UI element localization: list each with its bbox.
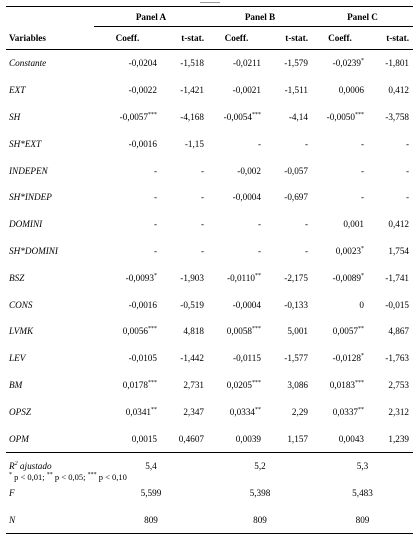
coeff-cell: [94, 157, 161, 184]
cell-value: 0,0043: [338, 433, 364, 444]
cell-value: -4,168: [180, 111, 204, 122]
table-row: [6, 372, 413, 399]
coeff-cell: [312, 238, 368, 265]
cell-value: -: [405, 192, 410, 203]
cell-value: 0,0039: [235, 433, 261, 444]
cell-value: 4,867: [388, 326, 410, 337]
cell-value: -1,763: [385, 353, 410, 364]
panel-a-header: Panel A: [94, 7, 208, 27]
cell-value: 0,412: [388, 85, 410, 96]
significance-marker: **: [358, 406, 364, 413]
cell-value: 0,0341: [125, 406, 151, 417]
coeff-cell: [208, 318, 265, 345]
variable-name: LEV: [9, 353, 26, 364]
stat-label-prefix: R: [9, 461, 15, 472]
tstat-cell: [265, 104, 312, 131]
cell-value: -0,0093: [125, 272, 154, 283]
panel-b-header: Panel B: [208, 7, 312, 27]
coeff-cell: [94, 211, 161, 238]
tstat-cell: [161, 50, 208, 77]
coeff-cell: [208, 398, 265, 425]
significance-marker: **: [255, 272, 261, 279]
column-header-row: [6, 27, 413, 50]
cell-value: -0,0057: [119, 111, 148, 122]
tstat-cell: [265, 291, 312, 318]
cell-value: -0,057: [284, 165, 308, 176]
tstat-cell: [368, 398, 413, 425]
tstat-cell: [161, 77, 208, 104]
cell-value: 3,086: [287, 379, 308, 390]
tstat-cell: [368, 238, 413, 265]
panel-c-header: Panel C: [312, 7, 413, 27]
regression-results-table: [6, 6, 413, 534]
cell-value: 0,0205: [226, 379, 252, 390]
tstat-cell: [265, 345, 312, 372]
coeff-cell: [208, 345, 265, 372]
coeff-cell: [312, 184, 368, 211]
tstat-cell: [265, 318, 312, 345]
variable-name: OPM: [9, 433, 29, 444]
coeff-cell: [208, 238, 265, 265]
variable-name: SH*DOMINI: [9, 245, 58, 256]
tstat-cell: [161, 264, 208, 291]
tstat-cell: [368, 77, 413, 104]
significance-marker: **: [151, 406, 157, 413]
cell-value: -: [360, 138, 364, 149]
coeff-cell: [94, 50, 161, 77]
tstat-cell: [161, 104, 208, 131]
cell-value: -1,801: [385, 58, 410, 69]
table-stats: [6, 452, 413, 533]
cell-value: -0,0054: [223, 111, 252, 122]
cell-value: -1,518: [180, 58, 204, 69]
cell-value: -: [153, 165, 157, 176]
coeff-cell: [94, 398, 161, 425]
coeff-cell: [94, 425, 161, 452]
footnote-sig-1: *: [9, 472, 12, 479]
cell-value: -: [304, 219, 308, 230]
table-row: [6, 184, 413, 211]
tstat-cell: [265, 264, 312, 291]
cell-value: -0,0204: [128, 58, 157, 69]
cell-value: 0,0337: [332, 406, 358, 417]
stat-value-c: 809: [312, 507, 413, 534]
cell-value: -1,903: [180, 272, 204, 283]
variables-header: Variables: [6, 27, 94, 50]
table-row: [6, 104, 413, 131]
significance-marker: *: [361, 58, 364, 65]
cell-value: 0,0015: [131, 433, 157, 444]
stat-value-b: 809: [208, 507, 312, 534]
coeff-cell: [94, 130, 161, 157]
cropped-caption-fragment: [0, 0, 419, 5]
table-row: [6, 264, 413, 291]
variable-name: SH*INDEP: [9, 192, 52, 203]
cell-value: -0,0110: [227, 272, 255, 283]
coeff-cell: [312, 345, 368, 372]
cell-value: 0,0023: [335, 245, 361, 256]
coeff-cell: [208, 372, 265, 399]
variable-name: CONS: [9, 299, 33, 310]
tstat-cell: [368, 291, 413, 318]
stat-value-c: 5,3: [312, 452, 413, 479]
coeff-header-a: Coeff.: [94, 27, 161, 50]
tstat-cell: [265, 425, 312, 452]
variable-name: SH: [9, 111, 21, 122]
table-row: [6, 425, 413, 452]
cell-value: -: [153, 245, 157, 256]
tstat-cell: [161, 211, 208, 238]
cell-value: -0,697: [284, 192, 308, 203]
stat-value-a: 5,599: [140, 488, 162, 499]
tstat-cell: [161, 157, 208, 184]
tstat-cell: [265, 211, 312, 238]
coeff-cell: [312, 398, 368, 425]
footnote: [9, 472, 127, 482]
tstat-cell: [161, 238, 208, 265]
cell-value: -1,577: [284, 353, 308, 364]
stat-label-text: F: [9, 488, 15, 499]
tstat-cell: [265, 184, 312, 211]
coeff-cell: [94, 238, 161, 265]
tstat-cell: [161, 372, 208, 399]
footnote-sig-3: ***: [87, 472, 97, 479]
variable-name: BSZ: [9, 272, 25, 283]
cell-value: -4,14: [288, 111, 308, 122]
significance-marker: ***: [252, 326, 261, 333]
tstat-cell: [368, 345, 413, 372]
coeff-cell: [312, 264, 368, 291]
empty-header-cell: [6, 7, 94, 27]
table-row: [6, 130, 413, 157]
variable-name: SH*EXT: [9, 138, 42, 149]
tstat-header-a: t-stat.: [161, 27, 208, 50]
coeff-cell: [312, 372, 368, 399]
cell-value: -: [200, 192, 204, 203]
tstat-cell: [368, 318, 413, 345]
cell-value: -: [153, 219, 157, 230]
cell-value: -1,579: [284, 58, 308, 69]
tstat-cell: [368, 130, 413, 157]
tstat-cell: [368, 425, 413, 452]
table-row: [6, 318, 413, 345]
coeff-cell: [94, 372, 161, 399]
footnote-text-1: p < 0,01;: [12, 472, 47, 482]
cell-value: -2,175: [284, 272, 308, 283]
cell-value: 2,29: [291, 406, 308, 417]
cell-value: -: [405, 165, 410, 176]
tstat-cell: [265, 130, 312, 157]
stat-label-superscript: 2: [14, 461, 18, 468]
significance-marker: ***: [148, 326, 157, 333]
cell-value: 0,0058: [226, 326, 252, 337]
significance-marker: *: [361, 272, 364, 279]
tstat-cell: [265, 157, 312, 184]
stat-value-a: 5,4: [94, 452, 208, 479]
significance-marker: ***: [252, 111, 261, 118]
tstat-cell: [161, 398, 208, 425]
cell-value: 0,0006: [338, 85, 364, 96]
cell-value: -: [257, 245, 261, 256]
cell-value: -3,758: [385, 111, 410, 122]
tstat-cell: [368, 50, 413, 77]
cell-value: -0,0016: [128, 299, 157, 310]
cell-value: -1,15: [184, 138, 204, 149]
coeff-cell: [94, 264, 161, 291]
variable-name: INDEPEN: [9, 165, 48, 176]
cell-value: 1,239: [388, 433, 410, 444]
coeff-cell: [312, 130, 368, 157]
cell-value: -: [257, 219, 261, 230]
cell-value: -: [360, 165, 364, 176]
tstat-cell: [265, 77, 312, 104]
table-row: [6, 211, 413, 238]
cell-value: -: [200, 219, 204, 230]
stat-value-a: 809: [94, 507, 208, 534]
stat-value-b: 5,398: [249, 488, 271, 499]
coeff-cell: [94, 318, 161, 345]
coeff-cell: [312, 318, 368, 345]
cell-value: -0,519: [180, 299, 204, 310]
cell-value: 0,4607: [178, 433, 204, 444]
coeff-cell: [312, 157, 368, 184]
coeff-cell: [208, 104, 265, 131]
cell-value: 1,754: [388, 245, 410, 256]
coeff-cell: [208, 211, 265, 238]
cell-value: 2,347: [183, 406, 204, 417]
cell-value: 0,0334: [229, 406, 255, 417]
coeff-cell: [312, 425, 368, 452]
coeff-cell: [208, 264, 265, 291]
coeff-header-c: Coeff.: [312, 27, 368, 50]
cell-value: 0,001: [343, 219, 364, 230]
coeff-cell: [208, 77, 265, 104]
variable-name: DOMINI: [9, 219, 43, 230]
significance-marker: ***: [148, 379, 157, 386]
coeff-cell: [208, 291, 265, 318]
cell-value: -0,0021: [232, 85, 261, 96]
coeff-cell: [208, 157, 265, 184]
table-row: [6, 238, 413, 265]
cell-value: -0,0004: [232, 192, 261, 203]
cell-value: 0,0056: [122, 326, 148, 337]
tstat-cell: [368, 157, 413, 184]
variable-name: OPSZ: [9, 406, 31, 417]
tstat-cell: [265, 398, 312, 425]
coeff-cell: [312, 50, 368, 77]
stat-value-b: 5,2: [208, 452, 312, 479]
cell-value: 0,412: [388, 219, 410, 230]
cell-value: -1,511: [284, 85, 308, 96]
panel-header-row: [6, 7, 413, 27]
significance-marker: **: [358, 326, 364, 333]
tstat-cell: [161, 425, 208, 452]
table-row: [6, 398, 413, 425]
variable-name: LVMK: [9, 326, 34, 337]
cell-value: -0,0016: [128, 138, 157, 149]
cell-value: 2,312: [388, 406, 410, 417]
cell-value: -0,0211: [233, 58, 261, 69]
coeff-cell: [208, 50, 265, 77]
cell-value: 0,0057: [332, 326, 358, 337]
coeff-cell: [94, 104, 161, 131]
coeff-cell: [94, 77, 161, 104]
tstat-cell: [265, 238, 312, 265]
stat-label-text: N: [9, 514, 16, 525]
stat-row: [6, 480, 413, 507]
table-row: [6, 50, 413, 77]
tstat-cell: [368, 211, 413, 238]
cell-value: 5,001: [287, 326, 308, 337]
cell-value: -0,0022: [128, 85, 157, 96]
coeff-cell: [312, 77, 368, 104]
cell-value: -: [304, 245, 308, 256]
tstat-cell: [161, 184, 208, 211]
coeff-cell: [312, 104, 368, 131]
cell-value: -: [360, 192, 364, 203]
tstat-cell: [368, 104, 413, 131]
coeff-cell: [94, 184, 161, 211]
table-row: [6, 157, 413, 184]
coeff-cell: [312, 211, 368, 238]
cell-value: -: [304, 138, 308, 149]
cell-value: 1,157: [287, 433, 308, 444]
tstat-header-b: t-stat.: [265, 27, 312, 50]
cell-value: -0,133: [284, 299, 308, 310]
cell-value: -: [257, 138, 261, 149]
tstat-cell: [368, 184, 413, 211]
table-row: [6, 77, 413, 104]
table-body: [6, 50, 413, 453]
significance-marker: *: [361, 245, 364, 252]
cell-value: -0,0004: [232, 299, 261, 310]
tstat-cell: [265, 50, 312, 77]
footnote-text-3: p < 0,10: [96, 472, 127, 482]
significance-marker: *: [361, 353, 364, 360]
tstat-cell: [161, 345, 208, 372]
cell-value: -0,015: [385, 299, 410, 310]
tstat-cell: [161, 130, 208, 157]
tstat-cell: [161, 291, 208, 318]
variable-name: Constante: [9, 58, 47, 69]
tstat-cell: [161, 318, 208, 345]
coeff-cell: [312, 291, 368, 318]
cell-value: -0,002: [237, 165, 261, 176]
cell-value: -0,0115: [233, 353, 261, 364]
cell-value: -1,442: [180, 353, 204, 364]
stat-label-text: ajustado: [19, 461, 52, 472]
cell-value: 4,818: [183, 326, 204, 337]
table-row: [6, 345, 413, 372]
coeff-cell: [208, 425, 265, 452]
significance-marker: ***: [148, 111, 157, 118]
significance-marker: **: [255, 406, 261, 413]
cell-value: -0,0089: [332, 272, 361, 283]
significance-marker: *: [154, 272, 157, 279]
cell-value: -0,0128: [332, 353, 361, 364]
coeff-cell: [208, 130, 265, 157]
significance-marker: ***: [355, 111, 364, 118]
variable-name: BM: [9, 379, 23, 390]
tstat-cell: [368, 372, 413, 399]
footnote-sig-2: **: [46, 472, 53, 479]
significance-marker: ***: [252, 379, 261, 386]
footnote-text-2: p < 0,05;: [52, 472, 88, 482]
stat-label: [6, 507, 94, 534]
cell-value: -: [200, 165, 204, 176]
coeff-header-b: Coeff.: [208, 27, 265, 50]
cell-value: -0,0105: [128, 353, 157, 364]
coeff-cell: [208, 184, 265, 211]
cell-value: 2,731: [183, 379, 204, 390]
coeff-cell: [94, 291, 161, 318]
cell-value: -1,741: [385, 272, 410, 283]
cell-value: -0,0239: [332, 58, 361, 69]
stat-value-c: 5,483: [352, 488, 373, 499]
table-row: [6, 291, 413, 318]
cell-value: -: [200, 245, 204, 256]
cell-value: 0: [359, 299, 364, 310]
cell-value: -0,0050: [326, 111, 355, 122]
tstat-cell: [265, 372, 312, 399]
coeff-cell: [94, 345, 161, 372]
cell-value: 0,0178: [122, 379, 148, 390]
cell-value: -: [153, 192, 157, 203]
tstat-header-c: t-stat.: [368, 27, 413, 50]
stat-label: [6, 480, 94, 507]
cell-value: -1,421: [180, 85, 204, 96]
significance-marker: ***: [355, 379, 364, 386]
tstat-cell: [368, 264, 413, 291]
cell-value: 2,753: [388, 379, 410, 390]
stat-row: [6, 507, 413, 534]
cell-value: 0,0183: [329, 379, 355, 390]
cell-value: -: [405, 138, 410, 149]
variable-name: EXT: [9, 85, 26, 96]
